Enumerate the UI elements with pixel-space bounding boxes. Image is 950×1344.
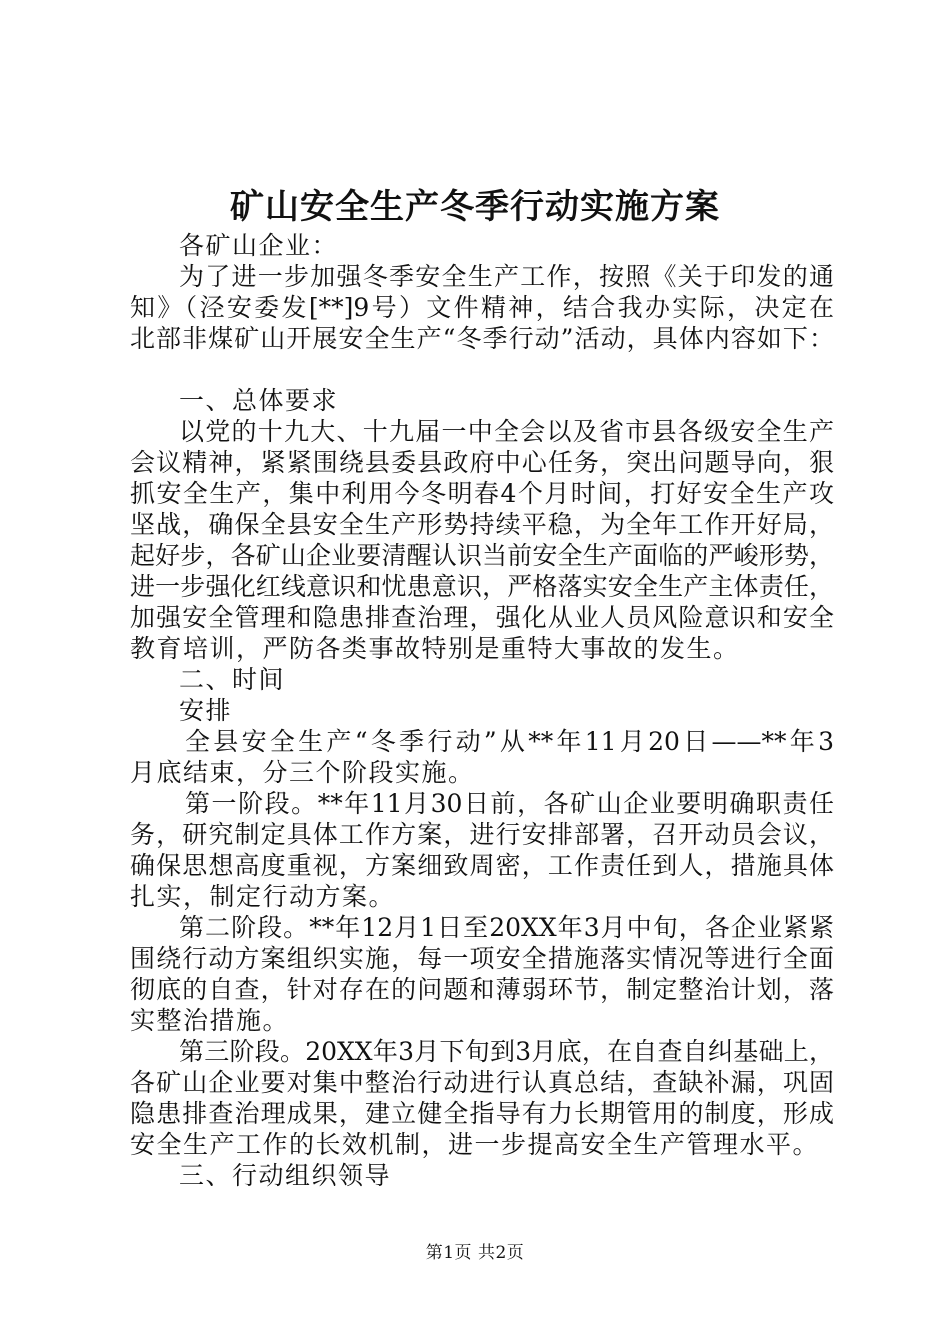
paragraph-line: 实整治措施。: [130, 1006, 290, 1035]
salutation-line: 各矿山企业：: [179, 231, 339, 260]
intro-line: 为了进一步加强冬季安全生产工作，按照《关于印发的通: [179, 262, 834, 291]
section-heading: 三、行动组织领导: [179, 1161, 392, 1190]
paragraph-line: 第一阶段。**年11月30日前，各矿山企业要明确职责任: [185, 789, 834, 818]
paragraph-line: 彻底的自查，针对存在的问题和薄弱环节，制定整治计划，落: [130, 975, 834, 1004]
document-title: 矿山安全生产冬季行动实施方案: [230, 187, 720, 227]
paragraph-line: 各矿山企业要对集中整治行动进行认真总结，查缺补漏，巩固: [130, 1068, 834, 1097]
paragraph-line: 全县安全生产“冬季行动”从**年11月20日——**年3: [185, 727, 834, 756]
paragraph-line: 以党的十九大、十九届一中全会以及省市县各级安全生产: [179, 417, 834, 446]
paragraph-line: 围绕行动方案组织实施，每一项安全措施落实情况等进行全面: [130, 944, 834, 973]
section-heading: 二、时间: [179, 665, 286, 694]
intro-line: 知》（泾安委发[**]9号）文件精神，结合我办实际，决定在: [130, 293, 834, 322]
paragraph-line: 第二阶段。**年12月1日至20XX年3月中旬，各企业紧紧: [179, 913, 834, 942]
paragraph-line: 抓安全生产，集中利用今冬明春4个月时间，打好安全生产攻: [130, 479, 834, 508]
paragraph-line: 扎实，制定行动方案。: [130, 882, 396, 911]
paragraph-line: 确保思想高度重视，方案细致周密，工作责任到人，措施具体: [130, 851, 834, 880]
blank-line: [130, 354, 834, 385]
paragraph-line: 加强安全管理和隐患排查治理，强化从业人员风险意识和安全: [130, 603, 834, 632]
section-heading-continued: 安排: [179, 696, 233, 725]
paragraph-line: 第三阶段。20XX年3月下旬到3月底，在自查自纠基础上，: [179, 1037, 834, 1066]
section-heading: 一、总体要求: [179, 386, 339, 415]
paragraph-line: 教育培训，严防各类事故特别是重特大事故的发生。: [130, 634, 740, 663]
intro-line: 北部非煤矿山开展安全生产“冬季行动”活动，具体内容如下：: [130, 324, 834, 353]
paragraph-line: 隐患排查治理成果，建立健全指导有力长期管用的制度，形成: [130, 1099, 834, 1128]
page-number-footer: 第1页 共2页: [425, 1243, 525, 1263]
paragraph-line: 安全生产工作的长效机制，进一步提高安全生产管理水平。: [130, 1130, 820, 1159]
paragraph-line: 会议精神，紧紧围绕县委县政府中心任务，突出问题导向，狠: [130, 448, 834, 477]
document-body: [130, 230, 834, 1191]
paragraph-line: 月底结束，分三个阶段实施。: [130, 758, 475, 787]
paragraph-line: 起好步，各矿山企业要清醒认识当前安全生产面临的严峻形势，: [130, 541, 834, 570]
paragraph-line: 务，研究制定具体工作方案，进行安排部署，召开动员会议，: [130, 820, 834, 849]
paragraph-line: 进一步强化红线意识和忧患意识，严格落实安全生产主体责任，: [130, 572, 834, 601]
paragraph-line: 坚战，确保全县安全生产形势持续平稳，为全年工作开好局，: [130, 510, 834, 539]
